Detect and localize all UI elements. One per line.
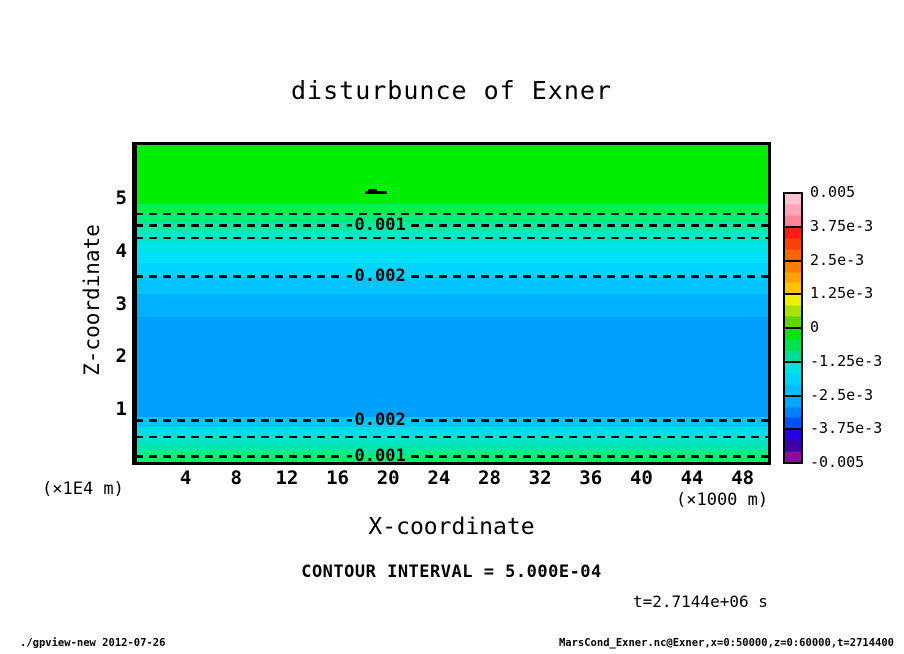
colorbar-tick-label: 3.75e-3 [810, 216, 874, 235]
colorbar-box [783, 428, 803, 464]
x-tick-label: 8 [230, 467, 242, 489]
plot-area [135, 145, 768, 462]
x-tick-label: 20 [376, 467, 400, 489]
axis-tick [135, 265, 137, 274]
axis-tick [135, 274, 137, 283]
x-tick-label: 44 [680, 467, 704, 489]
x-tick-label: 36 [579, 467, 603, 489]
x-tick-label: 24 [427, 467, 451, 489]
x-tick-label: 12 [275, 467, 299, 489]
colorbar-tick-label: 0.005 [810, 183, 856, 201]
axis-tick [135, 400, 137, 409]
axis-tick [135, 328, 137, 337]
axis-tick [135, 409, 137, 418]
axis-tick [135, 382, 137, 391]
z-tick-label: 3 [115, 292, 127, 315]
contour-label: -0.002 [344, 410, 406, 430]
x-axis-label: X-coordinate [368, 514, 535, 540]
x-axis-unit: (×1000 m) [676, 490, 769, 510]
x-tick-label: 40 [629, 467, 653, 489]
footer-data-source: MarsCond_Exner.nc@Exner,x=0:50000,z=0:60000,t=2714400 [558, 637, 894, 649]
z-tick-label: 5 [115, 186, 127, 209]
axis-tick [135, 436, 137, 445]
z-tick-label: 4 [115, 239, 127, 262]
contour-interval-note: CONTOUR INTERVAL = 5.000E-04 [301, 562, 602, 582]
axis-tick-layer [135, 145, 768, 462]
x-tick-label: 48 [731, 467, 755, 489]
axis-tick [135, 364, 137, 373]
colorbar-tick-label: 1.25e-3 [810, 284, 874, 303]
axis-tick [135, 292, 137, 301]
contour-label: -0.001 [344, 215, 406, 235]
axis-tick [135, 373, 137, 382]
axis-tick [135, 310, 137, 319]
time-annotation: t=2.7144e+06 s [633, 592, 768, 611]
axis-tick [135, 355, 137, 364]
axis-tick [135, 301, 137, 310]
x-tick-label: 32 [528, 467, 552, 489]
contour-label: -0.001 [344, 446, 406, 462]
colorbar-box [783, 192, 803, 228]
axis-tick [135, 427, 137, 436]
colorbar-tick-label: -3.75e-3 [810, 419, 883, 438]
colorbar-tick-label: -2.5e-3 [810, 385, 874, 404]
colorbar-tick-label: 2.5e-3 [810, 250, 865, 269]
axis-tick [135, 391, 137, 400]
colorbar-tick-label: -0.005 [810, 453, 865, 471]
colorbar-tick-label: -1.25e-3 [810, 351, 883, 370]
colorbar-box [783, 260, 803, 296]
z-axis-unit: (×1E4 m) [42, 479, 124, 499]
colorbar-box [783, 293, 803, 329]
axis-tick [135, 346, 137, 355]
z-tick-label: 1 [115, 398, 127, 421]
colorbar-box [783, 327, 803, 363]
colorbar-box [783, 226, 803, 262]
x-tick-label: 4 [179, 467, 192, 489]
footer-tool-version: ./gpview-new 2012-07-26 [20, 637, 166, 649]
colorbar-box [783, 395, 803, 431]
x-tick-label: 28 [478, 467, 501, 489]
axis-tick [135, 283, 137, 292]
z-tick-label: 2 [115, 345, 127, 368]
z-axis-label: Z-coordinate [80, 224, 104, 376]
colorbar-tick-label: 0 [810, 318, 820, 336]
chart-title: disturbunce of Exner [290, 76, 613, 105]
contour-label: -0.002 [344, 266, 406, 286]
axis-tick [135, 337, 137, 346]
axis-tick [135, 319, 137, 328]
axis-tick [135, 445, 137, 454]
colorbar-box [783, 361, 803, 397]
axis-tick [135, 418, 137, 427]
axis-tick [135, 454, 137, 462]
x-tick-label: 16 [326, 467, 349, 489]
